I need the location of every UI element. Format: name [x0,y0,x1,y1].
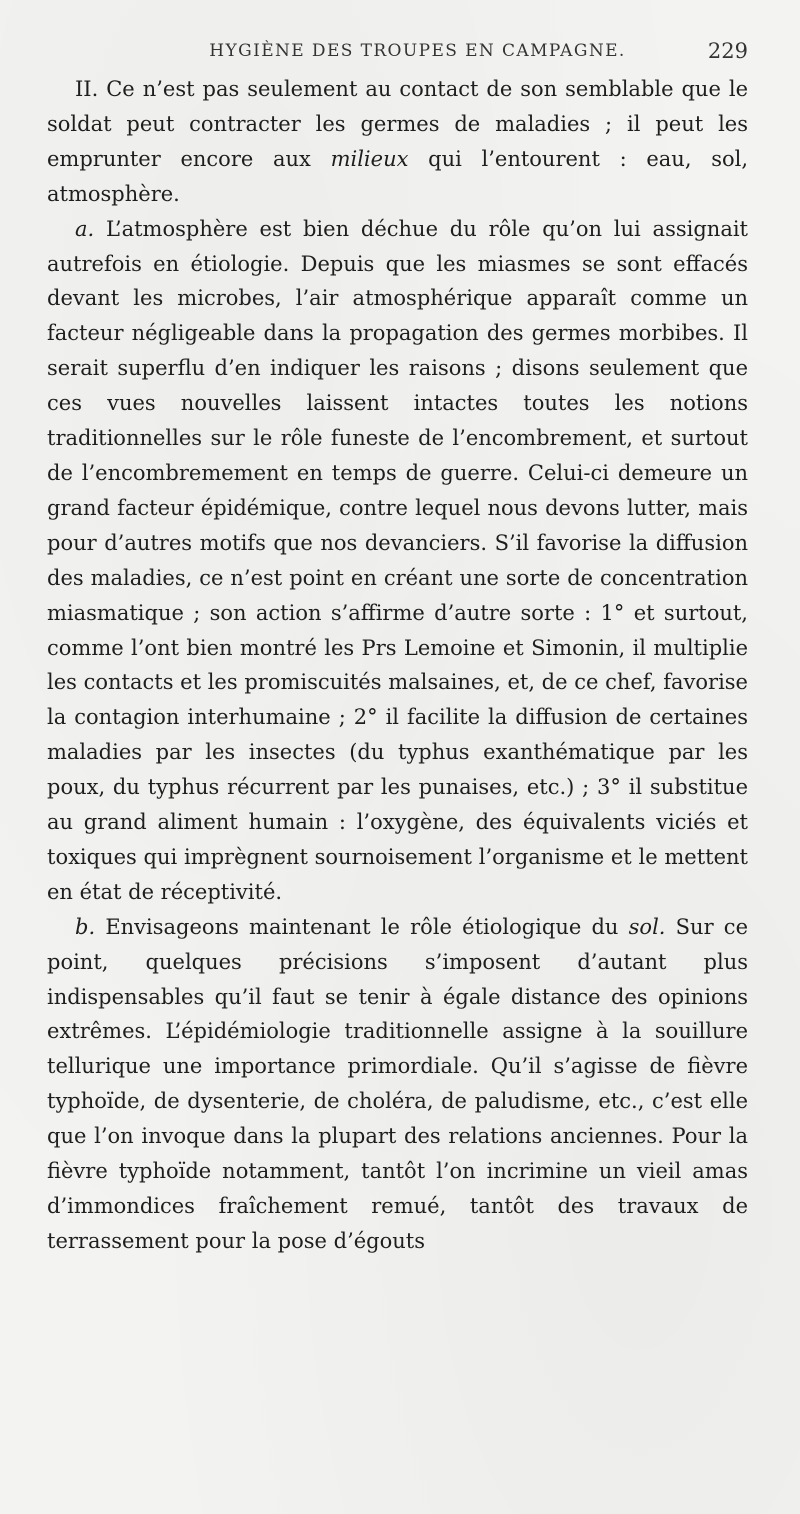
paragraph-marker: b. [75,914,96,939]
text-segment: qui l’entourent : eau, sol, atmosphère. [47,146,749,206]
running-head [47,30,748,72]
paragraph-marker: a. [75,216,95,241]
running-title: HYGIÈNE DES TROUPES EN CAMPAGNE. [209,41,626,61]
page-number: 229 [707,39,748,63]
text-segment: L’atmosphère est bien déchue du rôle qu’on lui assignait autrefois en étiologie. Depuis que les miasmes se sont effacés devant les microbes, l’air atmosphérique apparaît comme un facteur négligeable dans la propagation des germes morbibes. Il serait superflu d’en indiquer les raisons ; disons seulement que ces vues nouvelles laissent intactes toutes les notions traditionnelles sur le rôle funeste de l’encombrement, et surtout de l’encombremement en temps de guerre. Celui-ci demeure un grand facteur épidémique, contre lequel nous devons lutter, mais pour d’autres motifs que nos devanciers. S’il favorise la diffusion des maladies, ce n’est point en créant une sorte de concentration miasmatique ; son action s’affirme d’autre sorte : 1° et surtout, comme l’ont bien montré les Prs Lemoine et Simonin, il multiplie les contacts et les promiscuités malsaines, et, de ce chef, favorise la contagion interhumaine ; 2° il facilite la diffusion de certaines maladies par les insectes (du typhus exanthématique par les poux, du typhus récurrent par les punaises, etc.) ; 3° il substitue au grand aliment humain : l’oxygène, des équivalents viciés et toxiques qui imprègnent sournoisement l’organisme et le mettent en état de réceptivité. [47,216,748,904]
text-segment: Envisageons maintenant le rôle étiologique du [95,914,629,939]
text-segment: Sur ce point, quelques précisions s’imposent d’autant plus indispensables qu’il faut se tenir à égale distance des opinions extrêmes. L’épidémiologie traditionnelle assigne à la souillure tellurique une importance primordiale. Qu’il s’agisse de fièvre typhoïde, de dysenterie, de choléra, de paludisme, etc., c’est elle que l’on invoque dans la plupart des relations anciennes. Pour la fièvre typhoïde notamment, tantôt l’on incrimine un vieil amas d’immondices fraîchement remué, tantôt des travaux de terrassement pour la pose d’égouts [47,914,748,1253]
paragraph-marker: II. [75,77,99,101]
paragraph-ii [47,72,748,212]
italic-term: sol. [628,914,666,939]
text-segment: Ce n’est pas seulement au contact de son semblable que le soldat peut contracter les germes de maladies ; il peut les emprunter encore aux [47,77,748,171]
paragraph-b [47,910,748,1259]
paragraph-a [47,212,748,910]
body-text [47,72,748,1259]
italic-term: milieux [330,146,409,171]
